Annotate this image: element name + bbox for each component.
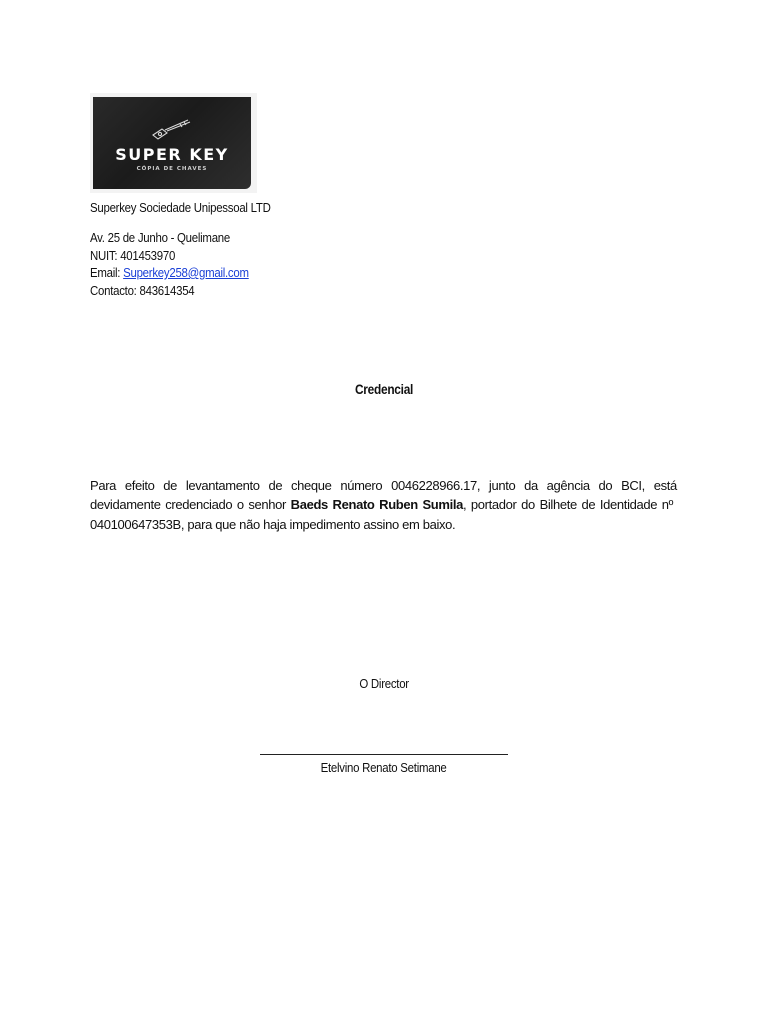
body-word: de <box>163 478 178 493</box>
body-word: de <box>268 478 283 493</box>
body-line-1 <box>90 478 677 493</box>
body-word: agência <box>546 478 590 493</box>
body-word: Para <box>90 478 117 493</box>
company-nuit: NUIT: 401453970 <box>90 248 176 263</box>
signature-line <box>260 754 508 755</box>
email-link[interactable]: Superkey258@gmail.com <box>123 265 249 280</box>
body-word: 0046228966.17, <box>391 478 481 493</box>
company-name: Superkey Sociedade Unipessoal LTD <box>90 200 271 215</box>
body-word: da <box>524 478 538 493</box>
body-line-2-start: devidamente credenciado o senhor <box>90 497 287 512</box>
body-word: BCI, <box>621 478 645 493</box>
email-label: Email: <box>90 265 124 280</box>
body-word: efeito <box>124 478 155 493</box>
logo-frame <box>90 93 257 193</box>
body-word: número <box>340 478 383 493</box>
body-line-2 <box>90 497 673 512</box>
company-logo <box>93 97 251 189</box>
body-word: do <box>598 478 613 493</box>
signatory-role: O Director <box>359 676 409 691</box>
body-line-3: 040100647353B, para que não haja impedimento assino em baixo. <box>90 517 456 532</box>
key-icon <box>150 117 196 141</box>
logo-subtitle: CÓPIA DE CHAVES <box>136 166 208 172</box>
logo-title: SUPER KEY <box>115 145 229 164</box>
body-word: cheque <box>290 478 332 493</box>
body-line-2-end: , portador do Bilhete de Identidade nº <box>463 497 674 512</box>
company-contact: Contacto: 843614354 <box>90 283 195 298</box>
person-name: Baeds Renato Ruben Sumila <box>290 497 464 512</box>
signatory-name: Etelvino Renato Setimane <box>321 760 447 775</box>
body-word: levantamento <box>185 478 260 493</box>
body-word: está <box>653 478 677 493</box>
document-title: Credencial <box>354 382 414 397</box>
body-word: junto <box>488 478 516 493</box>
company-email <box>90 265 249 280</box>
company-address: Av. 25 de Junho - Quelimane <box>90 230 231 245</box>
